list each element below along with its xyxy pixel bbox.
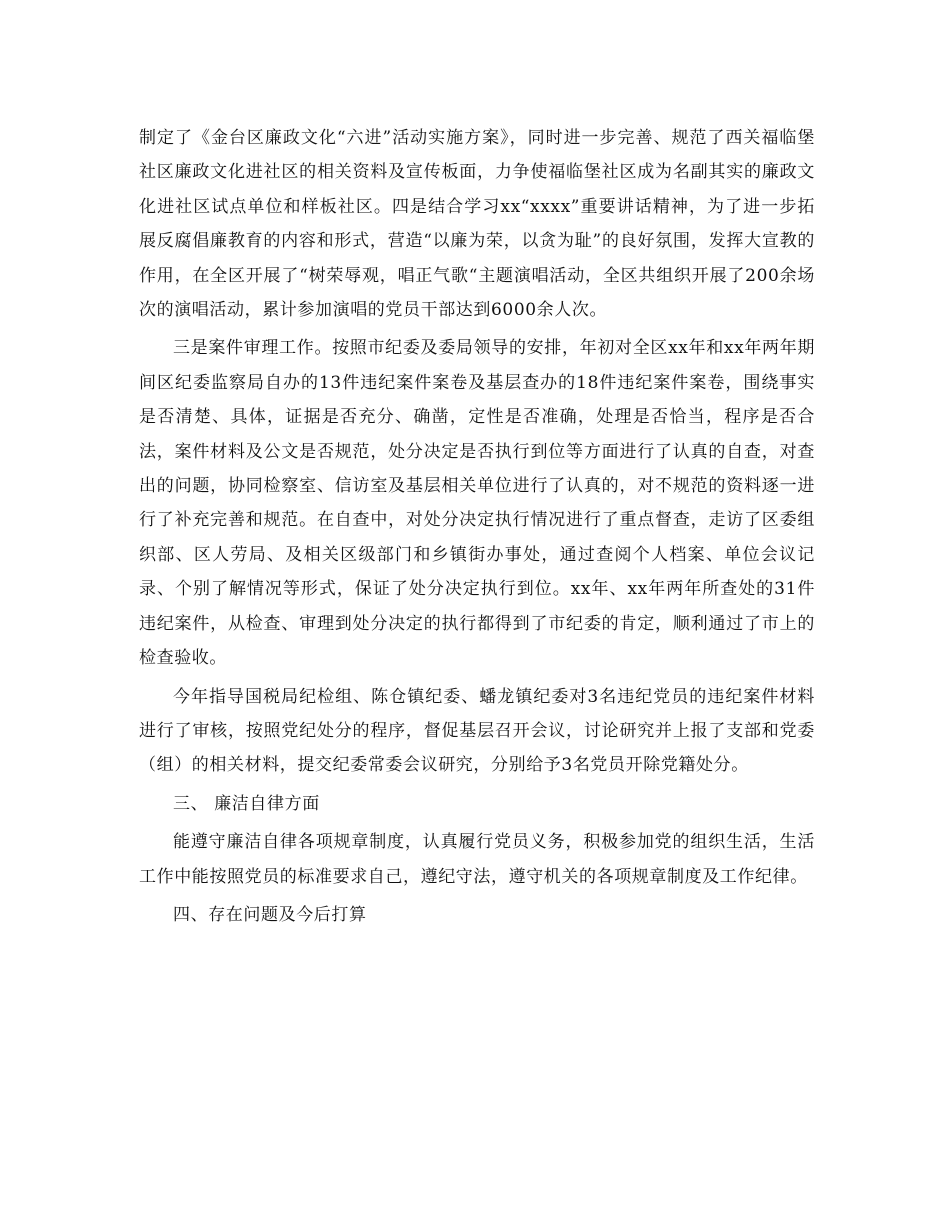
paragraph-self-discipline: 能遵守廉洁自律各项规章制度，认真履行党员义务，积极参加党的组织生活，生活工作中能按照党员的标准要求自己，遵纪守法，遵守机关的各项规章制度及工作纪律。 <box>139 832 815 887</box>
paragraph-case-review: 三是案件审理工作。按照市纪委及委局领导的安排，年初对全区xx年和xx年两年期间区纪委监察局自办的13件违纪案件案卷及基层查办的18件违纪案件案卷，围绕事实是否清楚、具体，证据是否充分、确凿，定性是否准确，处理是否恰当，程序是否合法，案件材料及公文是否规范，处分决定是否执行到位等方面进行了认真的自查，对查出的问题，协同检察室、信访室及基层相关单位进行了认真的，对不规范的资料逐一进行了补充完善和规范。在自查中，对处分决定执行情况进行了重点督查，走访了区委组织部、区人劳局、及相关区级部门和乡镇街办事处，通过查阅个人档案、单位会议记录、个别了解情况等形式，保证了处分决定执行到位。xx年、xx年两年所查处的31件违纪案件，从检查、审理到处分决定的执行都得到了市纪委的肯定，顺利通过了市上的检查验收。 <box>139 338 815 669</box>
section-heading-self-discipline: 三、 廉洁自律方面 <box>173 793 320 814</box>
paragraph-continuation: 制定了《金台区廉政文化“六进”活动实施方案》，同时进一步完善、规范了西关福临堡社区廉政文化进社区的相关资料及宣传板面，力争使福临堡社区成为名副其实的廉政文化进社区试点单位和样板社区。四是结合学习xx“xxxx”重要讲话精神，为了进一步拓展反腐倡廉教育的内容和形式，营造“以廉为荣，以贪为耻”的良好氛围，发挥大宣教的作用，在全区开展了“树荣辱观，唱正气歌“主题演唱活动，全区共组织开展了200余场次的演唱活动，累计参加演唱的党员干部达到6000余人次。 <box>139 128 815 321</box>
section-heading-problems-plans: 四、存在问题及今后打算 <box>173 904 367 925</box>
paragraph-guidance: 今年指导国税局纪检组、陈仓镇纪委、蟠龙镇纪委对3名违纪党员的违纪案件材料进行了审核，按照党纪处分的程序，督促基层召开会议，讨论研究并上报了支部和党委（组）的相关材料，提交纪委常委会议研究，分别给予3名党员开除党籍处分。 <box>139 686 815 776</box>
document-body <box>139 121 815 936</box>
